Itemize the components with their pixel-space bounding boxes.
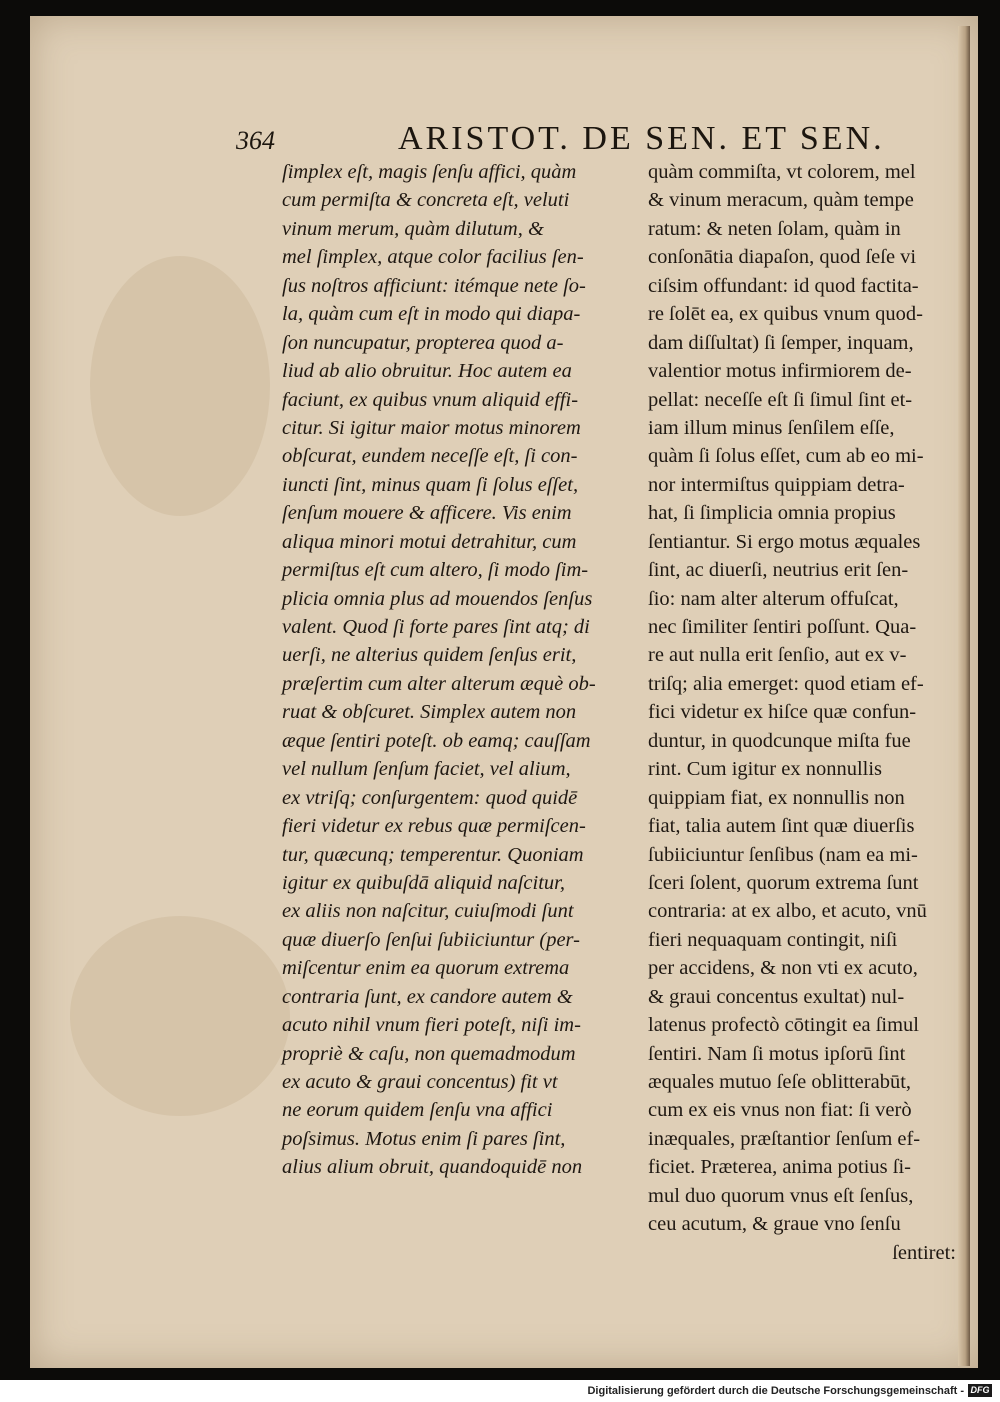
text-line: ex acuto & graui concentus) fit vt — [282, 1071, 558, 1093]
text-line: iam illum minus ſenſilem eſſe, — [648, 416, 895, 439]
text-line: quippiam fiat, ex nonnullis non — [648, 786, 905, 809]
text-line: & graui concentus exultat) nul- — [648, 985, 905, 1008]
text-line: liud ab alio obruitur. Hoc autem ea — [282, 360, 572, 383]
text-line: ficiet. Præterea, anima potius ſi- — [648, 1156, 912, 1179]
text-line: & vinum meracum, quàm tempe — [648, 189, 914, 212]
text-line: dam diſſultat) ſi ſemper, inquam, — [648, 331, 914, 354]
text-line: ratum: & neten ſolam, quàm in — [648, 217, 901, 240]
text-line: cum permiſta & concreta eſt, veluti — [282, 189, 570, 212]
funding-credit: Digitalisierung gefördert durch die Deutsche Forschungsgemeinschaft - — [587, 1385, 964, 1397]
text-line: valent. Quod ſi forte pares ſint atq; di — [282, 616, 590, 638]
text-line: acuto nihil vnum fieri poteſt, niſi im- — [282, 1014, 581, 1037]
text-line: præſertim cum alter alterum æquè ob- — [282, 672, 596, 695]
text-line: quàm commiſta, vt colorem, mel — [648, 161, 916, 183]
text-line: ſentiri. Nam ſi motus ipſorū ſint — [648, 1042, 906, 1065]
text-line: aliqua minori motui detrahitur, cum — [282, 530, 577, 553]
text-line: triſq; alia emerget: quod etiam ef- — [648, 672, 924, 695]
text-line: ruat & obſcuret. Simplex autem non — [282, 701, 577, 724]
text-line: inæquales, præſtantior ſenſum ef- — [648, 1127, 921, 1150]
text-line: uerſi, ne alterius quidem ſenſus erit, — [282, 644, 577, 667]
text-line: alius alium obruit, quandoquidē non — [282, 1156, 583, 1179]
text-line: nec ſimiliter ſentiri poſſunt. Qua- — [648, 616, 917, 638]
text-line: obſcurat, eundem neceſſe eſt, ſi con- — [282, 445, 578, 468]
text-line: hat, ſi ſimplicia omnia propius — [648, 502, 896, 525]
text-line: æquales mutuo ſeſe oblitterabūt, — [648, 1071, 912, 1093]
page-header — [0, 120, 1000, 160]
text-line: ſentiret: — [892, 1241, 956, 1264]
text-line: latenus profectò cōtingit ea ſimul — [648, 1014, 919, 1037]
text-line: mel ſimplex, atque color facilius ſen- — [282, 246, 584, 269]
text-line: contraria ſunt, ex candore autem & — [282, 985, 573, 1008]
page-number: 364 — [236, 126, 275, 155]
footer-bar — [0, 1380, 1000, 1402]
text-line: æque ſentiri poteſt. ob eamq; cauſſam — [282, 729, 591, 752]
latin-column-right — [648, 158, 966, 1267]
text-line: faciunt, ex quibus vnum aliquid effi- — [282, 388, 579, 411]
text-line: contraria: at ex albo, et acuto, vnū — [648, 900, 927, 923]
text-line: poſsimus. Motus enim ſi pares ſint, — [282, 1127, 566, 1150]
text-line: ex vtriſq; conſurgentem: quod quidē — [282, 786, 578, 809]
text-line: citur. Si igitur maior motus minorem — [282, 416, 581, 439]
text-line: ne eorum quidem ſenſu vna affici — [282, 1099, 553, 1122]
running-title: ARISTOT. DE SEN. ET SEN. — [398, 120, 885, 157]
text-line: ſon nuncupatur, propterea quod a- — [282, 331, 564, 354]
text-line: ex aliis non naſcitur, cuiuſmodi ſunt — [282, 900, 574, 923]
text-line: quæ diuerſo ſenſui ſubiiciuntur (per- — [282, 928, 580, 951]
text-line: nor intermiſtus quippiam detra- — [648, 473, 905, 496]
text-line: ſubiiciuntur ſenſibus (nam ea mi- — [648, 843, 918, 866]
text-line: miſcentur enim ea quorum extrema — [282, 957, 570, 980]
text-line: ſio: nam alter alterum offuſcat, — [648, 587, 899, 610]
text-line: ciſsim offundant: id quod factita- — [648, 274, 919, 297]
text-line: ſenſum mouere & afficere. Vis enim — [282, 502, 572, 525]
text-line: re ſolēt ea, ex quibus vnum quod- — [648, 303, 923, 326]
text-line: pellat: neceſſe eſt ſi ſimul ſint et- — [648, 388, 913, 411]
text-line: ſus noſtros afficiunt: itémque nete ſo- — [282, 274, 586, 297]
text-line: fici videtur ex hiſce quæ confun- — [648, 701, 917, 724]
text-line: fieri nequaquam contingit, niſi — [648, 928, 898, 951]
text-line: ſimplex eſt, magis ſenſu affici, quàm — [282, 161, 577, 183]
text-line: fieri videtur ex rebus quæ permiſcen- — [282, 815, 586, 838]
text-line: ſentiantur. Si ergo motus æquales — [648, 530, 921, 553]
text-line: vel nullum ſenſum faciet, vel alium, — [282, 758, 571, 781]
text-line: permiſtus eſt cum altero, ſi modo ſim- — [282, 559, 589, 582]
text-line: conſonātia diapaſon, quod ſeſe vi — [648, 246, 917, 269]
text-line: propriè & caſu, non quemadmodum — [282, 1042, 576, 1065]
text-line: rint. Cum igitur ex nonnullis — [648, 758, 883, 781]
text-line: fiat, talia autem ſint quæ diuerſis — [648, 815, 915, 838]
text-line: ſceri ſolent, quorum extrema ſunt — [648, 871, 919, 894]
text-line: tur, quæcunq; temperentur. Quoniam — [282, 843, 584, 866]
text-line: cum ex eis vnus non fiat: ſi verò — [648, 1099, 912, 1122]
text-line: re aut nulla erit ſenſio, aut ex v- — [648, 644, 907, 667]
text-line: plicia omnia plus ad mouendos ſenſus — [282, 587, 593, 610]
text-line: valentior motus infirmiorem de- — [648, 360, 912, 383]
text-line: ceu acutum, & graue vno ſenſu — [648, 1213, 901, 1236]
text-line: mul duo quorum vnus eſt ſenſus, — [648, 1184, 914, 1207]
paper-stain — [90, 256, 270, 516]
latin-column-left — [282, 158, 642, 1182]
text-line: ſint, ac diuerſi, neutrius erit ſen- — [648, 559, 909, 582]
dfg-logo: DFG — [968, 1384, 992, 1397]
text-line: vinum merum, quàm dilutum, & — [282, 217, 544, 240]
text-line: quàm ſi ſolus eſſet, cum ab eo mi- — [648, 445, 924, 468]
text-line: duntur, in quodcunque miſta fue — [648, 729, 911, 752]
text-line: la, quàm cum eſt in modo qui diapa- — [282, 303, 581, 326]
text-line: igitur ex quibuſdā aliquid naſcitur, — [282, 871, 566, 894]
text-line: per accidens, & non vti ex acuto, — [648, 957, 918, 980]
paper-stain — [70, 916, 290, 1116]
text-line: iuncti ſint, minus quam ſi ſolus eſſet, — [282, 473, 579, 496]
